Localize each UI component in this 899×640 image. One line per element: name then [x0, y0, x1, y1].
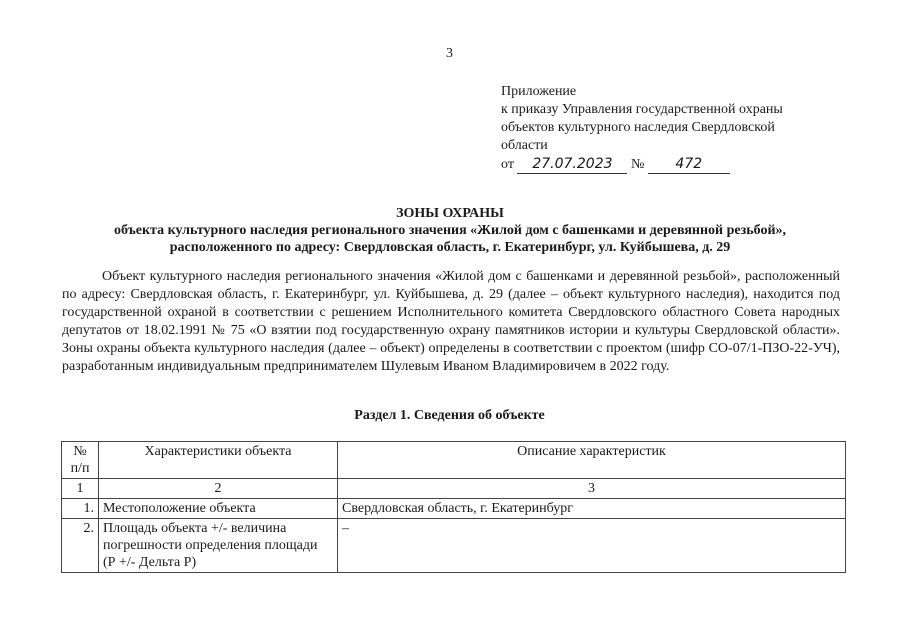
row-characteristic: Площадь объекта +/- величина погрешности определения площади (Р +/- Дельта Р) [99, 519, 338, 573]
table-row [62, 499, 846, 519]
order-date: 27.07.2023 [517, 155, 627, 174]
header-cell: № п/п [62, 442, 99, 479]
title-line: объекта культурного наследия регионального значения «Жилой дом с башенками и деревянной резьбой», [113, 223, 787, 238]
number-label: № [630, 157, 645, 172]
row-characteristic: Местоположение объекта [99, 499, 338, 519]
table-row [62, 519, 846, 573]
index-cell: 1 [62, 479, 99, 499]
title-line: ЗОНЫ ОХРАНЫ [396, 206, 504, 221]
title-line: расположенного по адресу: Свердловская область, г. Екатеринбург, ул. Куйбышева, д. 29 [169, 240, 731, 255]
row-number: 2. [62, 519, 99, 573]
appendix-line: объектов культурного наследия Свердловской [501, 120, 775, 135]
section-title: Раздел 1. Сведения об объекте [354, 408, 545, 423]
appendix-line: к приказу Управления государственной охраны [501, 102, 783, 117]
row-number: 1. [62, 499, 99, 519]
appendix-line: Приложение [501, 84, 577, 99]
document-title [40, 205, 860, 256]
from-label: от [501, 157, 514, 172]
header-cell: Описание характеристик [338, 442, 846, 479]
table-header-row [62, 442, 846, 479]
intro-text: Объект культурного наследия регионального значения «Жилой дом с башенками и деревянной резьбой», расположенный по адресу: Свердловская область, г. Екатеринбург, ул. Куйбышева, д. 29 (далее – объект культурного наследия), находится под государственной охраной в соответствии с решением Исполнительного комитета Свердловского областного Совета народных депутатов от 18.02.1991 № 75 «О взятии под государственную охрану памятников истории и культуры Свердловской области». Зоны охраны объекта культурного наследия (далее – объект) определены в соответствии с проектом (шифр СО-07/1-ПЗО-22-УЧ), разработанным индивидуальным предпринимателем Шулевым Иваном Владимировичем в 2022 году. [62, 269, 840, 374]
row-description: – [338, 519, 846, 573]
index-cell: 3 [338, 479, 846, 499]
appendix-block [501, 83, 861, 174]
row-description: Свердловская область, г. Екатеринбург [338, 499, 846, 519]
table-index-row [62, 479, 846, 499]
appendix-line: области [501, 138, 548, 153]
object-info-table [61, 441, 846, 573]
header-cell: Характеристики объекта [99, 442, 338, 479]
page-number: 3 [446, 46, 453, 61]
order-number: 472 [648, 155, 730, 174]
order-date-line [501, 155, 861, 174]
index-cell: 2 [99, 479, 338, 499]
intro-paragraph [62, 268, 840, 376]
